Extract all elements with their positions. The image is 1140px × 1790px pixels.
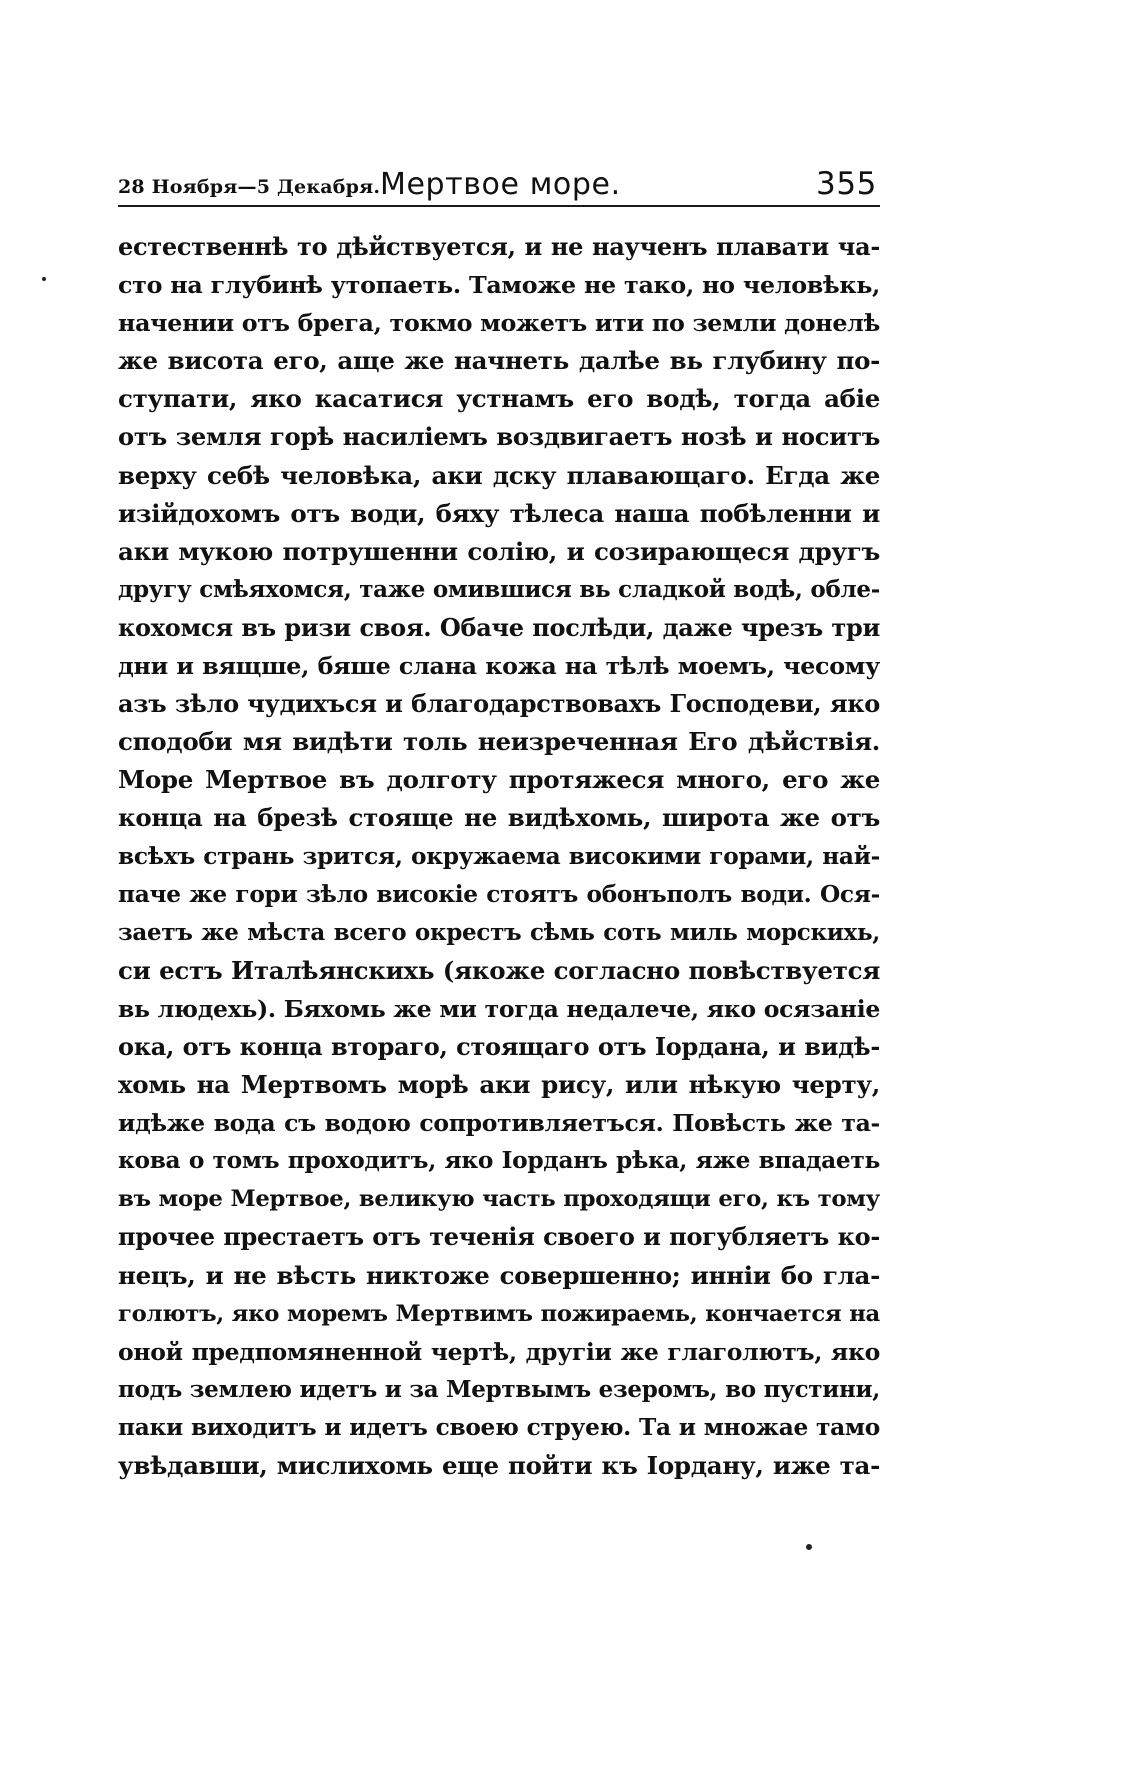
header-rule — [118, 205, 880, 207]
text-line: Море Мертвое въ долготу протяжеся много, его же — [118, 765, 880, 795]
text-line: конца на брезѣ стояще не видѣхомь, широта же отъ — [118, 803, 880, 833]
text-line: всѣхъ странь зрится, окружаема високими горами, най- — [118, 842, 880, 870]
speck-mark — [42, 277, 46, 281]
text-line: въ море Мертвое, великую часть проходящи его, къ тому — [118, 1186, 880, 1213]
text-line: аки мукою потрушенни солію, и созирающеся другъ — [118, 536, 880, 566]
text-line: паче же гори зѣло високіе стоятъ обонъполъ води. Ося- — [118, 880, 880, 908]
text-line: сто на глубинѣ утопаеть. Таможе не тако, но человѣкь, — [118, 271, 880, 300]
text-line: изійдохомъ отъ води, бяху тѣлеса наша побѣленни и — [118, 498, 880, 528]
body-text — [118, 228, 880, 1485]
speck-mark — [806, 1544, 812, 1550]
text-line: увѣдавши, мислихомь еще пойти къ Іордану, иже та- — [118, 1451, 880, 1480]
text-line: верху себѣ человѣка, аки дску плавающаго. Егда же — [118, 460, 880, 490]
text-line: паки виходитъ и идетъ своею струею. Та и множае тамо — [118, 1413, 880, 1441]
text-line: же висота его, аще же начнеть далѣе вь глубину по- — [118, 346, 880, 376]
text-line: дни и вящше, бяше слана кожа на тѣлѣ моемъ, чесому — [118, 652, 880, 681]
header-date-range: 28 Ноября—5 Декабря. — [118, 176, 381, 198]
text-line: си естъ Италѣянскихь (якоже согласно повѣствуется — [118, 955, 880, 985]
header-title: Мертвое море. — [380, 167, 621, 202]
text-line: другу смѣяхомся, таже омившися вь сладкой водѣ, обле- — [118, 575, 880, 603]
page-number: 355 — [816, 166, 877, 202]
text-line: оной предпомяненной чертѣ, другіи же глаголютъ, яко — [118, 1337, 880, 1366]
text-line: сподоби мя видѣти толь неизреченная Его дѣйствія. — [118, 727, 880, 757]
text-line: нецъ, и не вѣсть никтоже совершенно; инніи бо гла- — [118, 1260, 880, 1290]
text-line: ока, отъ конца втораго, стоящаго отъ Іордана, и видѣ- — [118, 1031, 880, 1061]
text-line: голютъ, яко моремъ Мертвимъ пожираемь, кончается на — [118, 1300, 880, 1327]
text-line: вь людехь). Бяхомь же ми тогда недалече, яко осязаніе — [118, 994, 880, 1023]
text-line: кохомся въ ризи своя. Обаче послѣди, даже чрезъ три — [118, 612, 880, 642]
running-header — [118, 150, 880, 206]
text-line: заетъ же мѣста всего окрестъ сѣмь соть миль морскихь, — [118, 918, 880, 946]
text-line: подъ землею идетъ и за Мертвымъ езеромъ, во пустини, — [118, 1375, 880, 1403]
text-line: идѣже вода съ водою сопротивляетъся. Повѣсть же та- — [118, 1109, 880, 1138]
text-line: ступати, яко касатися устнамъ его водѣ, тогда абіе — [118, 384, 880, 414]
text-line: прочее престаетъ отъ теченія своего и погубляетъ ко- — [118, 1222, 880, 1252]
text-line: естественнѣ то дѣйствуется, и не наученъ плавати ча- — [118, 232, 880, 261]
text-line: начении отъ брега, токмо можетъ ити по земли донелѣ — [118, 309, 880, 338]
text-line: хомь на Мертвомъ морѣ аки рису, или нѣкую черту, — [118, 1070, 880, 1100]
text-line: азъ зѣло чудихъся и благодарствовахъ Господеви, яко — [118, 689, 880, 719]
text-line: отъ земля горѣ насиліемъ воздвигаетъ нозѣ и носитъ — [118, 422, 880, 452]
text-line: кова о томъ проходитъ, яко Іорданъ рѣка, яже впадаеть — [118, 1147, 880, 1175]
